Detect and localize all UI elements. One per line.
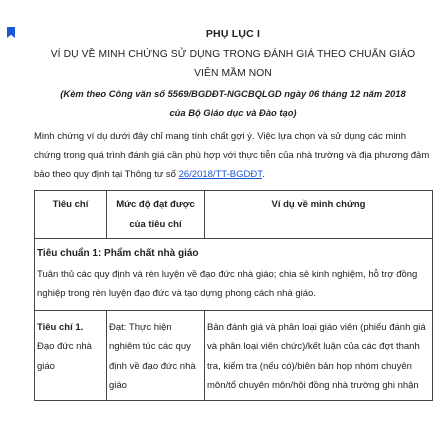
standard-title: Tiêu chuẩn 1: Phẩm chất nhà giáo (37, 248, 199, 259)
bookmark-icon[interactable] (7, 27, 15, 38)
criterion-description: Đạo đức nhà giáo (37, 341, 92, 372)
note-line-2: của Bộ Giáo dục và Đào tạo) (169, 107, 297, 118)
standard-row (35, 239, 433, 311)
intro-end: . (262, 169, 265, 180)
criterion-cell (35, 310, 107, 400)
header-evidence: Ví dụ về minh chứng (205, 191, 433, 239)
table-header-row (35, 191, 433, 239)
header-criterion: Tiêu chí (35, 191, 107, 239)
header-level: Mức độ đạt được của tiêu chí (107, 191, 205, 239)
intro-text: Minh chứng ví dụ dưới đây chỉ mang tính chất gợi ý. Việc lựa chọn và sử dụng các minh chứng trong quá trình đánh giá cần phù hợp với thực tiễn của nhà trường và địa phương đảm bảo theo quy định tại Thông tư số (34, 131, 430, 180)
document-page (34, 0, 432, 401)
note-line-1: (Kèm theo Công văn số 5569/BGDĐT-NGCBQLGD ngày 06 tháng 12 năm 2018 (60, 88, 406, 99)
appendix-subtitle (34, 45, 432, 83)
evidence-cell: Bản đánh giá và phân loại giáo viên (phiếu đánh giá và phân loại viên chức)/kết luận của các đợt thanh tra, kiểm tra (nếu có)/biên bản họp nhóm chuyên môn/tổ chuyên môn/hội đồng nhà trường ghi nhận (205, 310, 433, 400)
circular-link[interactable]: 26/2018/TT-BGDĐT (178, 169, 262, 180)
standard-cell (35, 239, 433, 311)
subtitle-line-1: VÍ DỤ VỀ MINH CHỨNG SỬ DỤNG TRONG ĐÁNH GIÁ THEO CHUẨN GIÁO (50, 49, 416, 60)
appendix-heading: PHỤ LỤC I (205, 28, 261, 40)
appendix-note (34, 84, 432, 122)
subtitle-line-2: VIÊN MẦM NON (194, 68, 272, 79)
level-cell: Đạt: Thực hiện nghiêm túc các quy định về đạo đức nhà giáo (107, 310, 205, 400)
evidence-table (34, 190, 433, 401)
standard-description: Tuân thủ các quy định và rèn luyện về đạo đức nhà giáo; chia sẻ kinh nghiệm, hỗ trợ đồng nghiệp trong rèn luyện đạo đức và tạo dựng phong cách nhà giáo. (37, 268, 418, 299)
intro-paragraph (34, 127, 432, 184)
table-row (35, 310, 433, 400)
criterion-name: Tiêu chí 1. (37, 321, 84, 333)
